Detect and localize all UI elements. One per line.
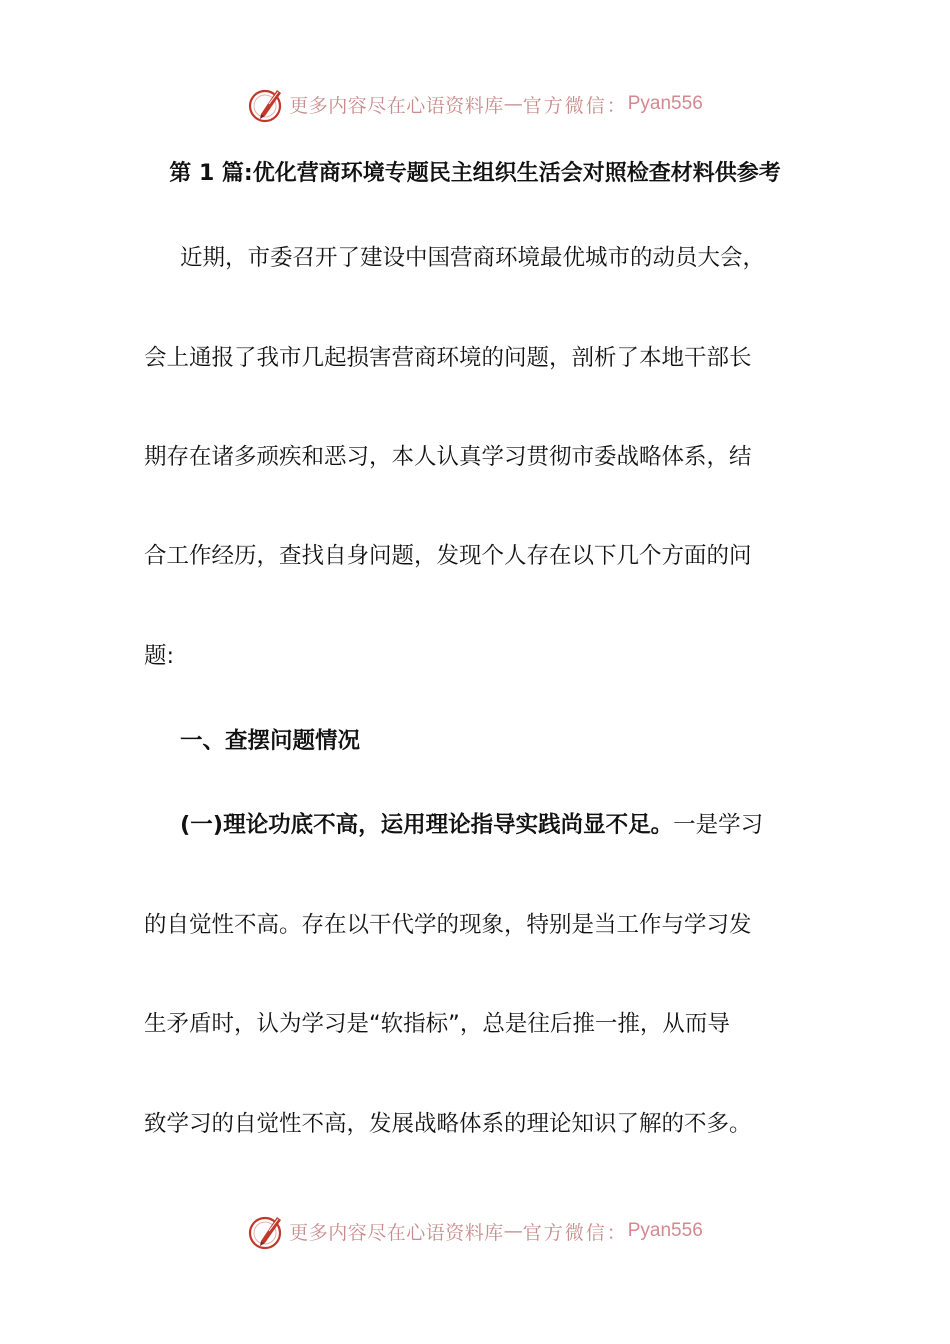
paragraph-line: 近期，市委召开了建设中国营商环境最优城市的动员大会， [180, 245, 766, 271]
subsection-line [180, 810, 763, 840]
banner-text: 更多内容尽在心语资料库 [289, 1221, 504, 1244]
paragraph-line: 致学习的自觉性不高，发展战略体系的理论知识了解的不多。 [144, 1111, 752, 1137]
footer-banner [0, 1209, 950, 1253]
banner-wechat-id: Pyan556 [627, 93, 703, 114]
banner-wechat-label: 官方微信： [522, 94, 628, 117]
paragraph-line: 题: [144, 643, 175, 669]
paragraph-line: 生矛盾时，认为学习是“软指标”，总是往后推一推，从而导 [144, 1011, 730, 1037]
header-banner [0, 82, 950, 126]
paragraph-line: 会上通报了我市几起损害营商环境的问题，剖析了本地干部长 [144, 345, 752, 371]
subsection-heading: (一)理论功底不高，运用理论指导实践尚显不足。 [180, 812, 674, 838]
banner-separator: — [503, 93, 523, 115]
pen-nib-logo-icon [247, 1211, 287, 1251]
subsection-lead: 一是学习 [673, 812, 764, 838]
banner-wechat-id: Pyan556 [627, 1220, 703, 1241]
banner-text: 更多内容尽在心语资料库 [289, 94, 504, 117]
document-title: 第 1 篇:优化营商环境专题民主组织生活会对照检查材料供参考 [169, 161, 781, 186]
paragraph-line: 合工作经历，查找自身问题，发现个人存在以下几个方面的问 [144, 543, 752, 569]
paragraph-line: 期存在诸多顽疾和恶习，本人认真学习贯彻市委战略体系，结 [144, 444, 752, 470]
pen-nib-logo-icon [247, 84, 287, 124]
paragraph-line: 的自觉性不高。存在以干代学的现象，特别是当工作与学习发 [144, 912, 752, 938]
section-heading: 一、查摆问题情况 [180, 728, 361, 754]
banner-separator: — [503, 1220, 523, 1242]
banner-wechat-label: 官方微信： [522, 1221, 628, 1244]
